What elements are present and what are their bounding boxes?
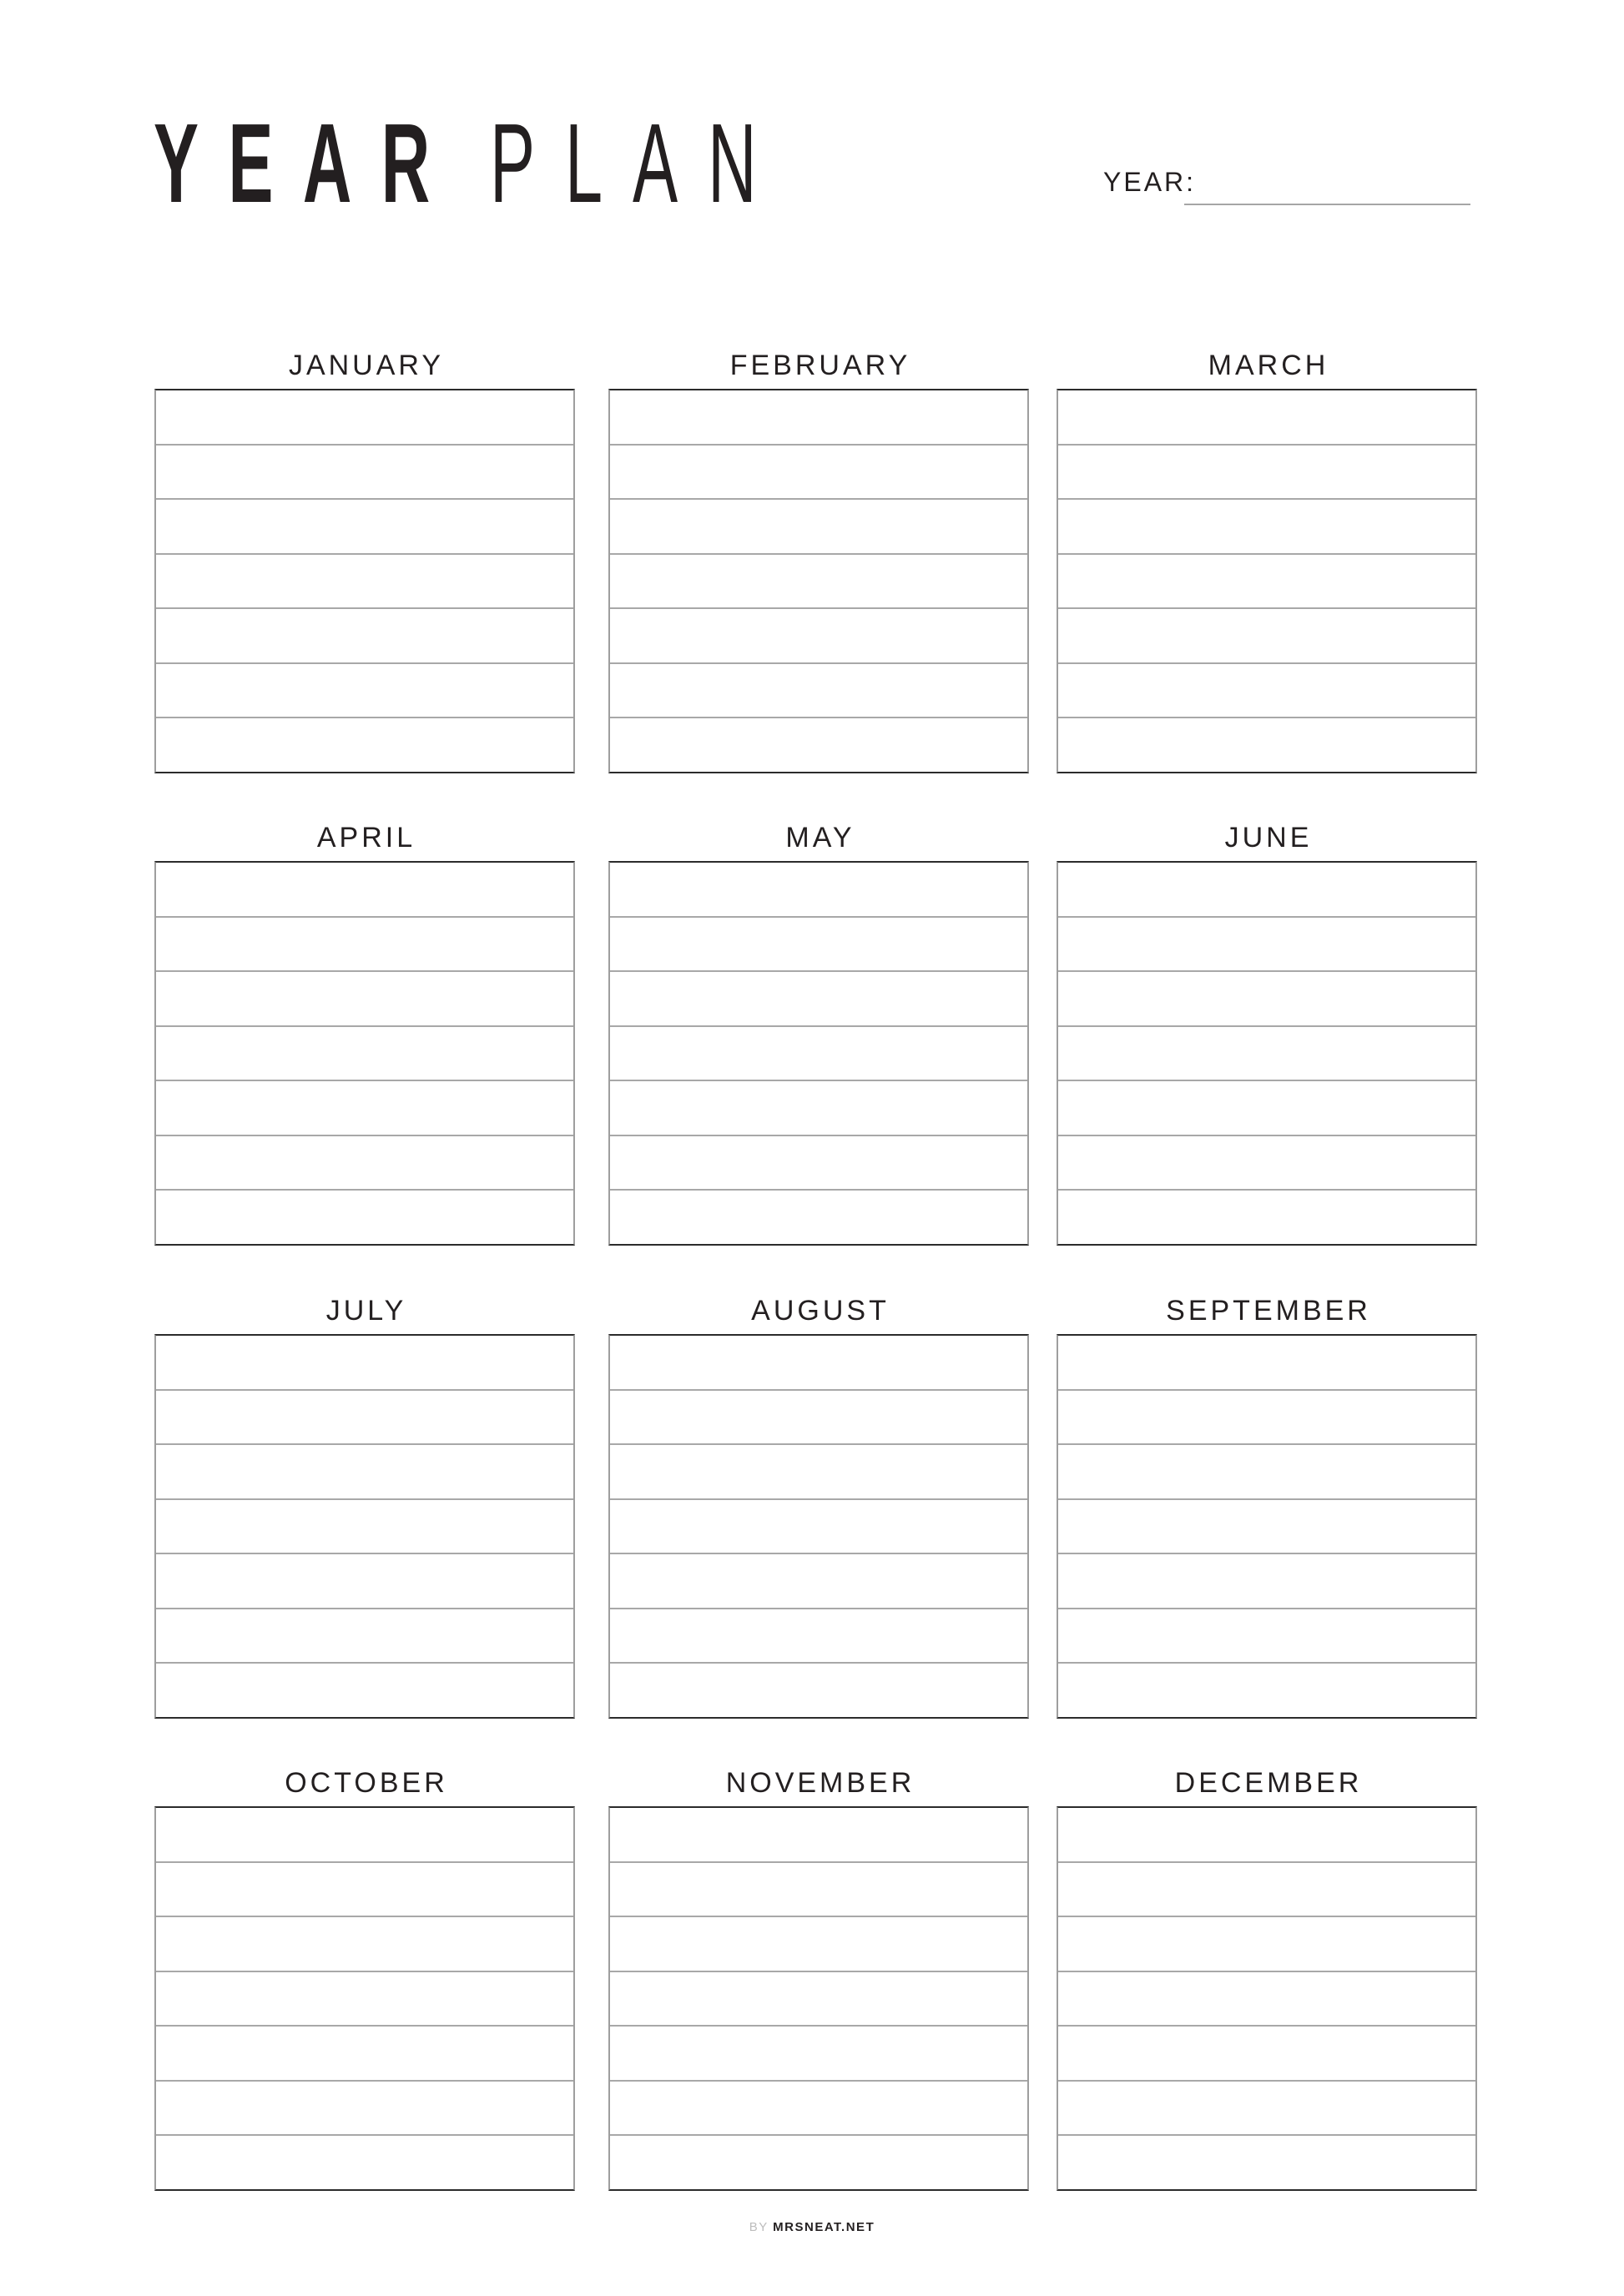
month-entry-line[interactable] xyxy=(1058,1391,1475,1446)
month-entry-line[interactable] xyxy=(610,1081,1027,1136)
page-title-plan: PLAN xyxy=(490,100,787,226)
month-entry-line[interactable] xyxy=(1058,2136,1475,2189)
month-entry-line[interactable] xyxy=(1058,1191,1475,1244)
month-entry-line[interactable] xyxy=(1058,1917,1475,1972)
month-label: APRIL xyxy=(316,822,416,853)
month-entry-line[interactable] xyxy=(610,918,1027,973)
month-entry-line[interactable] xyxy=(156,1191,573,1244)
month-entry-line[interactable] xyxy=(1058,1808,1475,1863)
month-entry-line[interactable] xyxy=(610,446,1027,501)
month-entry-line[interactable] xyxy=(1058,1609,1475,1664)
month-entry-line[interactable] xyxy=(610,1136,1027,1191)
month-block-february xyxy=(608,350,1029,773)
month-entry-line[interactable] xyxy=(1058,972,1475,1027)
month-entry-line[interactable] xyxy=(1058,1664,1475,1717)
month-block-july xyxy=(154,1295,575,1719)
month-entry-box xyxy=(154,1334,575,1719)
month-block-march xyxy=(1057,350,1477,773)
month-entry-line[interactable] xyxy=(156,2027,573,2082)
month-entry-line[interactable] xyxy=(156,1609,573,1664)
month-entry-line[interactable] xyxy=(610,1609,1027,1664)
month-entry-line[interactable] xyxy=(156,500,573,555)
month-entry-box xyxy=(154,389,575,773)
month-entry-line[interactable] xyxy=(610,1445,1027,1500)
month-entry-line[interactable] xyxy=(156,1136,573,1191)
month-block-june xyxy=(1057,822,1477,1246)
month-entry-line[interactable] xyxy=(156,2136,573,2189)
footer-brand: MRSNEAT.NET xyxy=(773,2220,875,2234)
month-label: MARCH xyxy=(1208,350,1329,381)
month-entry-line[interactable] xyxy=(610,2027,1027,2082)
month-entry-line[interactable] xyxy=(610,390,1027,446)
month-entry-line[interactable] xyxy=(156,1917,573,1972)
month-entry-line[interactable] xyxy=(610,1500,1027,1555)
footer-by: BY xyxy=(749,2220,769,2234)
footer-credit xyxy=(0,2220,1624,2234)
month-entry-box xyxy=(1057,861,1477,1246)
month-entry-line[interactable] xyxy=(156,972,573,1027)
month-entry-line[interactable] xyxy=(1058,609,1475,664)
month-entry-line[interactable] xyxy=(1058,500,1475,555)
month-block-april xyxy=(154,822,575,1246)
month-entry-line[interactable] xyxy=(610,972,1027,1027)
month-entry-line[interactable] xyxy=(1058,1863,1475,1918)
month-entry-line[interactable] xyxy=(156,555,573,610)
year-label: YEAR: xyxy=(1103,167,1197,197)
month-entry-box xyxy=(1057,1334,1477,1719)
month-label: FEBRUARY xyxy=(729,350,911,381)
month-entry-box xyxy=(608,1806,1029,2191)
month-label: DECEMBER xyxy=(1174,1767,1363,1799)
month-entry-line[interactable] xyxy=(610,1972,1027,2027)
month-entry-line[interactable] xyxy=(156,1500,573,1555)
month-entry-line[interactable] xyxy=(156,1808,573,1863)
month-entry-line[interactable] xyxy=(156,718,573,772)
month-entry-line[interactable] xyxy=(1058,1972,1475,2027)
month-entry-line[interactable] xyxy=(156,609,573,664)
month-entry-line[interactable] xyxy=(156,1027,573,1082)
month-entry-line[interactable] xyxy=(610,500,1027,555)
month-entry-line[interactable] xyxy=(610,718,1027,772)
month-label: SEPTEMBER xyxy=(1166,1295,1371,1327)
page-title-year: YEAR xyxy=(154,100,460,226)
month-entry-box xyxy=(154,861,575,1246)
month-entry-line[interactable] xyxy=(610,1191,1027,1244)
month-entry-line[interactable] xyxy=(156,390,573,446)
month-entry-line[interactable] xyxy=(1058,718,1475,772)
month-entry-line[interactable] xyxy=(1058,1027,1475,1082)
month-entry-box xyxy=(154,1806,575,2191)
month-block-august xyxy=(608,1295,1029,1719)
month-entry-line[interactable] xyxy=(1058,1136,1475,1191)
month-entry-box xyxy=(608,389,1029,773)
month-entry-line[interactable] xyxy=(610,863,1027,918)
month-entry-line[interactable] xyxy=(1058,1336,1475,1391)
month-block-december xyxy=(1057,1767,1477,2191)
month-entry-line[interactable] xyxy=(1058,555,1475,610)
month-entry-line[interactable] xyxy=(1058,2082,1475,2137)
month-entry-line[interactable] xyxy=(156,1664,573,1717)
month-entry-line[interactable] xyxy=(610,609,1027,664)
month-label: JUNE xyxy=(1224,822,1313,853)
month-entry-line[interactable] xyxy=(156,2082,573,2137)
month-label: JANUARY xyxy=(288,350,445,381)
month-label: JULY xyxy=(325,1295,407,1327)
month-entry-line[interactable] xyxy=(1058,390,1475,446)
month-entry-line[interactable] xyxy=(1058,1554,1475,1609)
month-entry-line[interactable] xyxy=(610,664,1027,719)
month-entry-box xyxy=(608,861,1029,1246)
month-entry-line[interactable] xyxy=(156,1391,573,1446)
month-entry-line[interactable] xyxy=(610,1664,1027,1717)
month-entry-line[interactable] xyxy=(610,1808,1027,1863)
month-label: OCTOBER xyxy=(285,1767,448,1799)
month-block-september xyxy=(1057,1295,1477,1719)
month-block-november xyxy=(608,1767,1029,2191)
month-entry-line[interactable] xyxy=(156,863,573,918)
month-entry-box xyxy=(608,1334,1029,1719)
month-entry-line[interactable] xyxy=(156,446,573,501)
month-entry-box xyxy=(1057,1806,1477,2191)
month-entry-line[interactable] xyxy=(156,1336,573,1391)
month-entry-line[interactable] xyxy=(1058,918,1475,973)
month-entry-line[interactable] xyxy=(156,664,573,719)
year-field[interactable] xyxy=(1184,175,1470,205)
month-block-october xyxy=(154,1767,575,2191)
month-entry-line[interactable] xyxy=(156,918,573,973)
month-entry-line[interactable] xyxy=(156,1972,573,2027)
month-label: AUGUST xyxy=(751,1295,890,1327)
month-entry-line[interactable] xyxy=(610,1336,1027,1391)
month-entry-line[interactable] xyxy=(610,2136,1027,2189)
month-entry-line[interactable] xyxy=(1058,446,1475,501)
month-entry-line[interactable] xyxy=(610,1027,1027,1082)
month-entry-line[interactable] xyxy=(1058,1500,1475,1555)
month-entry-line[interactable] xyxy=(610,1391,1027,1446)
month-entry-line[interactable] xyxy=(1058,664,1475,719)
month-entry-line[interactable] xyxy=(156,1554,573,1609)
month-entry-line[interactable] xyxy=(610,2082,1027,2137)
month-entry-line[interactable] xyxy=(156,1081,573,1136)
month-entry-line[interactable] xyxy=(1058,1081,1475,1136)
month-entry-line[interactable] xyxy=(610,555,1027,610)
month-label: MAY xyxy=(785,822,855,853)
month-entry-line[interactable] xyxy=(1058,863,1475,918)
month-entry-line[interactable] xyxy=(1058,2027,1475,2082)
month-entry-line[interactable] xyxy=(156,1863,573,1918)
month-block-may xyxy=(608,822,1029,1246)
month-entry-line[interactable] xyxy=(156,1445,573,1500)
month-label: NOVEMBER xyxy=(725,1767,915,1799)
month-entry-box xyxy=(1057,389,1477,773)
month-entry-line[interactable] xyxy=(610,1863,1027,1918)
month-block-january xyxy=(154,350,575,773)
month-entry-line[interactable] xyxy=(610,1554,1027,1609)
month-entry-line[interactable] xyxy=(610,1917,1027,1972)
month-entry-line[interactable] xyxy=(1058,1445,1475,1500)
